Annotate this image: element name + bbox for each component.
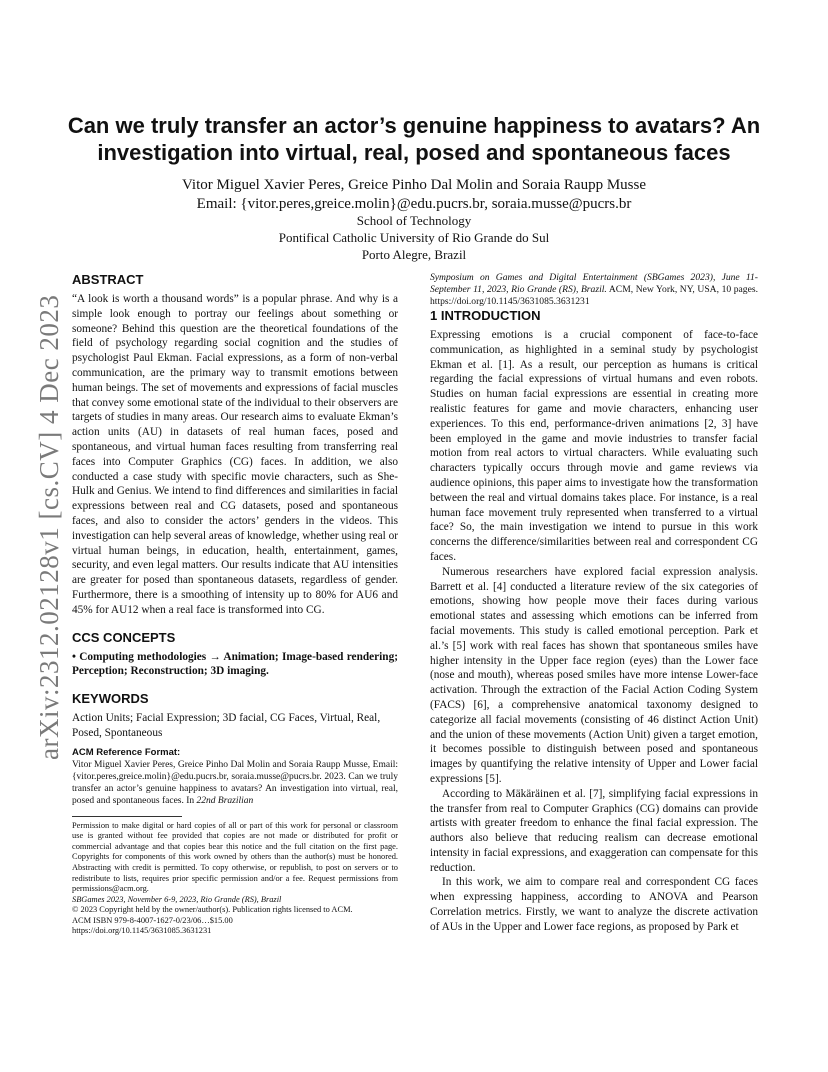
abstract-text: “A look is worth a thousand words” is a popular phrase. And why is a simple look enough to portray our feelings about something or someone? Behind this question are the theoretical foundations of the field of psychology regarding social cognition and the studies of psychologist Paul Ekman. Facial expressions, as a form of non-verbal communication, are the primary way to transmit emotions between human beings. The set of movements and expressions of facial muscles that convey some emotional state of the individual to their observers are targets of studies in many areas. Our research aims to evaluate Ekman’s action units (AU) in datasets of real human faces, posed and spontaneous, and virtual human faces resulting from transferring real faces into Computer Graphics (CG) faces. In addition, we also conducted a case study with specific movie characters, such as She-Hulk and Genius. We intend to find differences and similarities in facial expressions between real and CG datasets, posed and spontaneous faces, and also to consider the actors’ genders in the videos. This investigation can help several areas of knowledge, whether using real or virtual human beings, in education, health, entertainment, games, security, and even legal matters. Our results indicate that AU intensities are greater for posed than spontaneous datasets, regardless of gender. Furthermore, there is a smoothing of intensity up to 80% for AU6 and 45% for AU12 when a real face is transformed into CG.	[72, 293, 398, 616]
intro-paragraph-2: Numerous researchers have explored facial expression analysis. Barrett et al. [4] conducted a literature review of the six categories of emotions, showing how people move their faces during various emotional states and assessing which emotions can be inferred from facial movements. This study is called emotional perception. Park et al.’s [5] work with real faces has shown that spontaneous smiles have higher intensity in the Upper face region (eyes) than the Lower face (nose and mouth), whereas posed smiles have more intense Lower-face activation. Through the extraction of the Facial Action Coding System (FACS) [6], a comprehensive anatomical taxonomy designed to categorize all facial movements (consisting of 46 distinct Action Unit) and the union of these movements (Action Unit) given a target emotion, it becomes possible to distinguish between posed and spontaneous images by quantifying the relative intensity of Upper and Lower facial expressions [5].	[430, 565, 758, 785]
acm-reference-text	[72, 759, 398, 808]
conference-line: SBGames 2023, November 6-9, 2023, Rio Grande (RS), Brazil	[72, 894, 282, 904]
left-column	[72, 272, 398, 937]
author-block	[60, 176, 768, 214]
intro-paragraph-1: Expressing emotions is a crucial component of face-to-face communication, as highlighted in a seminal study by psychologist Ekman et al. [1]. As a result, our perception as humans is critical regarding the facial expressions of virtual humans and even robots. Studies on human facial expressions are essential in creating more realistic features for game and movie characters, enhancing user experiences. To this end, performance-driven animations [2, 3] have been employed in the game and movie industries to transfer facial motion from real actors to virtual characters. While evaluating such characters typically occurs through movie and game reviews via audience opinions, this paper aims to investigate how the transformation between the real and virtual domains takes place. For instance, is a real human face movement truly represented when transferred to a virtual face? So, the main investigation we intend to pursue in this work concerns the difference/similarities between real and correspondent CG faces.	[430, 329, 758, 563]
author-emails: Email: {vitor.peres,greice.molin}@edu.pucrs.br, soraia.musse@pucrs.br	[196, 196, 632, 212]
affiliation-city: Porto Alegre, Brazil	[361, 247, 467, 262]
affiliation-university: Pontifical Catholic University of Rio Grande do Sul	[278, 230, 550, 245]
ccs-heading: CCS CONCEPTS	[72, 629, 176, 645]
author-names: Vitor Miguel Xavier Peres, Greice Pinho Dal Molin and Soraia Raupp Musse	[181, 177, 646, 193]
footnote-rule	[72, 816, 182, 817]
acm-reference-venue-rest: Symposium on Games and Digital Entertainment (SBGames 2023), June 11-September 11, 2023, Rio Grande (RS), Brazil.	[430, 272, 758, 295]
copyright-line: © 2023 Copyright held by the owner/author(s). Publication rights licensed to ACM.	[72, 905, 353, 915]
acm-reference-continued	[430, 272, 758, 308]
acm-reference-body: Vitor Miguel Xavier Peres, Greice Pinho Dal Molin and Soraia Raupp Musse, Email: {vitor.peres,greice.molin}@edu.pucrs.br, soraia.musse@pucrs.br. 2023. Can we truly transfer an actor’s genuine happiness to avatars? An investigation into virtual, real, posed and spontaneous faces. In	[72, 759, 398, 807]
right-column	[430, 272, 758, 935]
intro-paragraph-4: In this work, we aim to compare real and correspondent CG faces when expressing happiness, according to ANOVA and Pearson Correlation metrics. Firstly, we want to analyze the discrete activation of AUs in the Upper and Lower face regions, as proposed by Park et	[430, 876, 758, 933]
affiliation	[60, 212, 768, 263]
permission-notice: Permission to make digital or hard copies of all or part of this work for personal or classroom use is granted without fee provided that copies are not made or distributed for profit or commercial advantage and that copies bear this notice and the full citation on the first page. Copyrights for components of this work owned by others than the author(s) must be honored. Abstracting with credit is permitted. To copy otherwise, or republish, to post on servers or to redistribute to lists, requires prior specific permission and/or a fee. Request permissions from permissions@acm.org.	[72, 820, 398, 894]
paper-title: Can we truly transfer an actor’s genuine happiness to avatars? An investigation into virtual, real, posed and spontaneous faces	[67, 113, 761, 165]
arxiv-sidebar	[14, 280, 64, 760]
acm-reference-tail: ACM, New York, NY, USA, 10 pages. https://doi.org/10.1145/3631085.3631231	[430, 284, 758, 307]
isbn-line: ACM ISBN 979-8-4007-1627-0/23/06…$15.00	[72, 915, 233, 925]
ccs-text: • Computing methodologies → Animation; Image-based rendering; Perception; Reconstruction; 3D imaging.	[72, 650, 398, 678]
acm-reference-venue-start: 22nd Brazilian	[196, 796, 254, 807]
affiliation-school: School of Technology	[356, 213, 472, 228]
keywords-text: Action Units; Facial Expression; 3D facial, CG Faces, Virtual, Real, Posed, Spontaneous	[72, 712, 381, 739]
introduction-heading: 1 INTRODUCTION	[430, 308, 541, 323]
arxiv-identifier: arXiv:2312.02128v1 [cs.CV] 4 Dec 2023	[34, 294, 64, 760]
intro-paragraph-3: According to Mäkäräinen et al. [7], simplifying facial expressions in the transfer from real to Computer Graphics (CG) domains can provide artists with greater freedom to enhance the final facial expression. The authors also believe that reducing realism can decrease emotional intensity in facial expressions, and exaggeration can compensate for this reduction.	[430, 787, 758, 874]
doi-link[interactable]: https://doi.org/10.1145/3631085.3631231	[72, 926, 212, 936]
abstract-heading: ABSTRACT	[72, 272, 144, 287]
acm-reference-heading: ACM Reference Format:	[72, 746, 181, 758]
keywords-heading: KEYWORDS	[72, 691, 149, 707]
